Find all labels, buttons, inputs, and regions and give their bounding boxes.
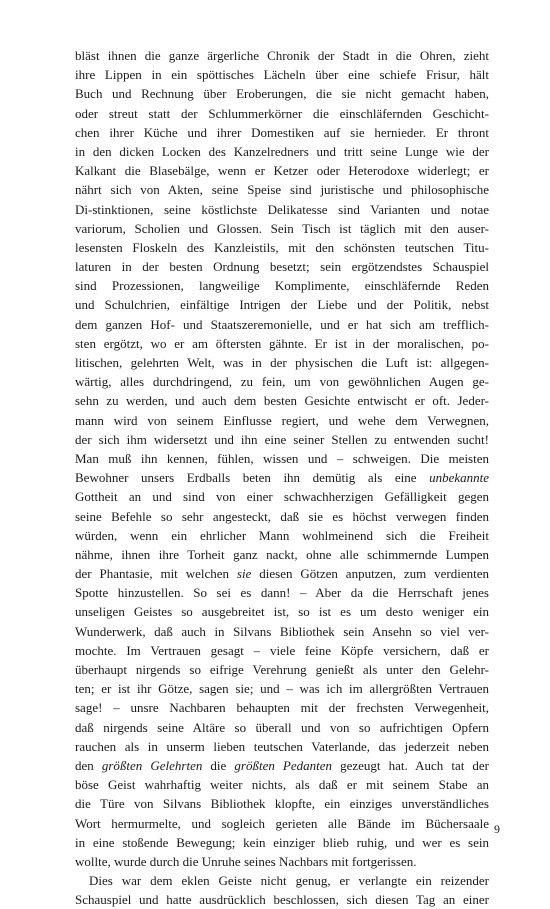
text-line: Wort hermurmelte, und sogleich gerieten alle Bände im Büchersaale (75, 815, 489, 831)
text-line (75, 564, 489, 583)
paragraph-first-line: Dies war dem eklen Geiste nicht genug, er verlangte ein reizender (89, 873, 489, 889)
text-line: Schauspiel und hatte ausdrücklich beschlossen, sich diesen Tag an einer (75, 892, 489, 908)
text-line: rauchen als in unserm lieben teutschen Vaterlande, das jederzeit neben (75, 738, 489, 754)
italic-run: sie (236, 566, 252, 582)
text-line (75, 756, 489, 775)
italic-run: größten Pedanten (234, 757, 333, 773)
text-line: Man muß ihn kennen, fühlen, wissen und – schweigen. Die meisten (75, 450, 489, 466)
text-line: in den dicken Locken des Kanzelredners und tritt seine Lunge wie der (75, 143, 489, 159)
text-line: sehn zu werden, und auch dem besten Gesichte entwischt er oft. Jeder- (75, 393, 489, 409)
text-run: den (75, 757, 102, 773)
text-line: litischen, gelehrten Welt, was in der physischen die Luft ist: allgegen- (75, 355, 489, 370)
text-line: überhaupt nirgends so eifrige Verehrung genießt als unter den Gelehr- (75, 662, 489, 677)
text-line: chen ihrer Küche und ihrer Domestiken auf sie hernieder. Er thront (75, 124, 489, 140)
text-line: wollte, wurde durch die Unruhe seines Nachbars mit fortgerissen. (75, 853, 417, 869)
text-line: Gottheit an und sind von einer schwachherzigen Gefälligkeit gegen (75, 489, 489, 505)
text-line: oder streut statt der Schlummerkörner die einschläfernden Geschicht- (75, 105, 489, 121)
text-line: ten; er ist ihr Götze, sagen sie; und – was ich im allergrößten Vertrauen (75, 681, 489, 697)
text-line: ihre Lippen in ein spöttisches Lächeln über eine schiefe Frisur, hält (75, 67, 489, 83)
text-line: daß nirgends seine Altäre so überall und von so aufrichtigen Opfern (75, 719, 489, 735)
text-line (75, 468, 489, 487)
text-line: Kalkant die Blasebälge, wenn er Ketzer oder Heterodoxe widerlegt; er (75, 163, 489, 179)
text-line: sage! – unsre Nachbaren behaupten mit der frechsten Verwegenheit, (75, 700, 489, 716)
text-line: seine Befehle so sehr angesteckt, daß sie es höchst verwegen finden (75, 508, 489, 524)
italic-run: größten Gelehrten (101, 757, 203, 773)
page-text (75, 46, 489, 909)
text-line: nähme, ihnen ihre Torheit ganz nackt, ohne alle schimmernde Lumpen (75, 546, 489, 562)
text-line: böse Geist wahrhaftig weiter nichts, als daß er mit seinem Stabe an (75, 777, 489, 793)
text-line: dem ganzen Hof- und Staatszeremonielle, und er hat sich am trefflich- (75, 316, 489, 332)
text-line: sind Prozessionen, langweilige Komplimente, einschläfernde Reden (75, 278, 489, 294)
italic-run: unbekannte (429, 470, 489, 486)
text-line: unseligen Geistes so ausgebreitet ist, so ist es um desto weniger ein (75, 604, 489, 620)
text-line: Wunderwerk, daß auch in Silvans Bibliothek sein Ansehn so viel ver- (75, 623, 489, 639)
text-run: der Phantasie, mit welchen (75, 566, 237, 582)
text-run: Bewohner unsers Erdballs beten ihn demütig als eine (75, 470, 430, 486)
text-line: in eine stoßende Bewegung; kein einziger blieb ruhig, und wer es sein (75, 834, 489, 850)
text-line: würden, wenn ein ehrlicher Mann wohlmeinend sich die Freiheit (75, 527, 489, 543)
text-run: die (202, 757, 235, 773)
text-line: lesensten Floskeln des Kanzleistils, mit den schönsten teutschen Titu- (75, 239, 489, 255)
text-line: variorum, Scholien und Glossen. Sein Tisch ist täglich mit den auser- (75, 220, 489, 236)
text-line: mochte. Im Vertrauen gesagt – viele feine Köpfe versichern, daß er (75, 642, 489, 658)
text-line: und Schulchrien, einfältige Intrigen der Liebe und der Politik, nebst (75, 297, 489, 313)
text-line: Spotte hinzustellen. So sei es dann! – Aber da die Herrschaft jenes (75, 585, 489, 601)
text-run: diesen Götzen anputzen, zum verdienten (251, 566, 489, 582)
text-line: mann wird von seinem Einflusse regiert, und wehe dem Verwegnen, (75, 412, 489, 428)
text-line: laturen in der besten Ordnung besetzt; sein ergötzendstes Schauspiel (75, 259, 489, 275)
text-line: der sich ihm widersetzt und ihn eine seiner Stellen zu entwenden sucht! (75, 431, 489, 447)
page-number: 9 (494, 822, 500, 836)
text-line: Di-stinktionen, seine köstlichste Delikatesse sind Varianten und notae (75, 201, 489, 217)
text-line: sten ergötzt, wo er am öftersten gähnte. Er ist in der moralischen, po- (75, 335, 489, 351)
text-line: bläst ihnen die ganze ärgerliche Chronik der Stadt in die Ohren, zieht (75, 48, 489, 63)
text-line: wärtig, alles durchdringend, zu fein, um von gewöhnlichen Augen ge- (75, 374, 489, 390)
text-line: Buch und Rechnung über Eroberungen, die sie nicht gemacht haben, (75, 86, 489, 102)
text-line: die Türe von Silvans Bibliothek klopfte, ein einziges unverständliches (75, 796, 489, 812)
text-run: gezeugt hat. Auch tat der (332, 757, 490, 773)
text-line: nährt sich von Akten, seine Speise sind juristische und philosophische (75, 182, 489, 198)
